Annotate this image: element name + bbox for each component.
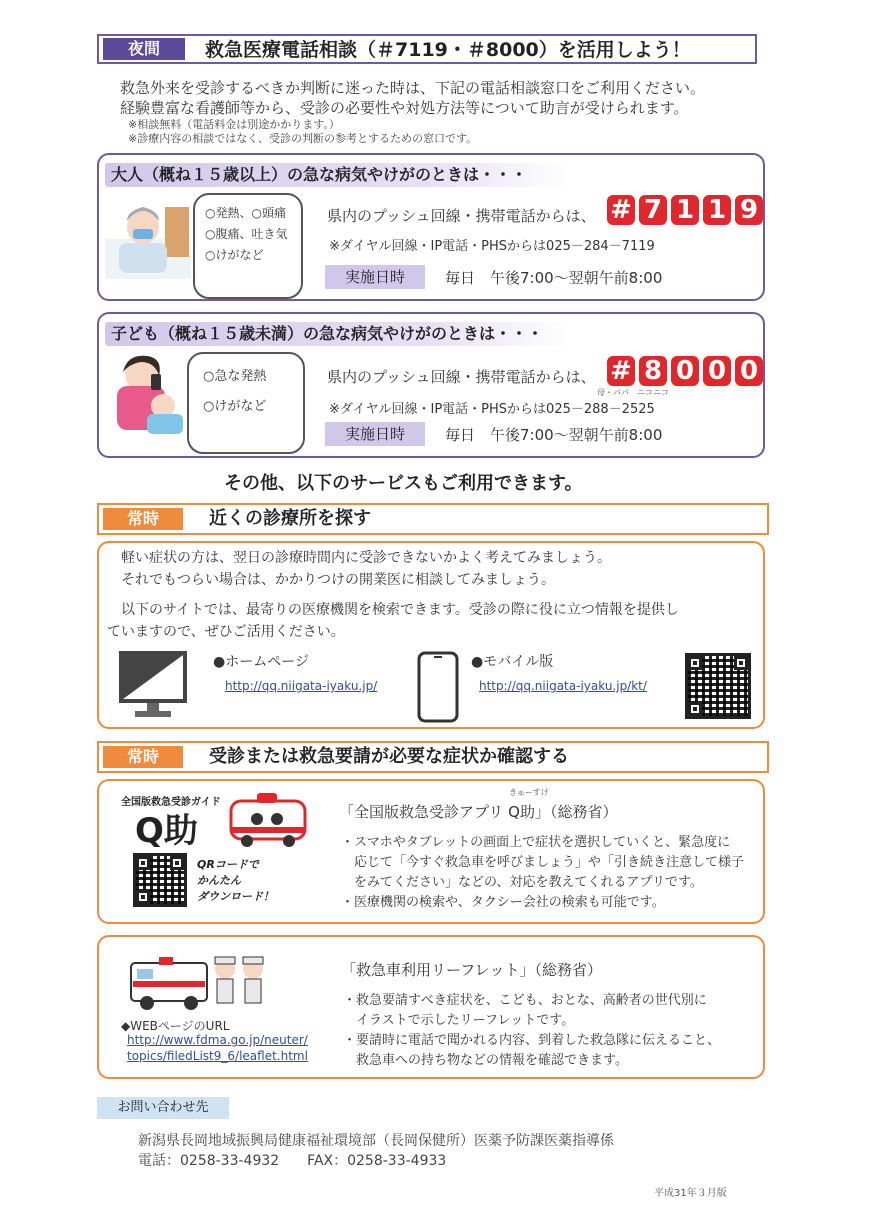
child-band: [105, 322, 571, 346]
adult-dial-note: ※ダイヤル回線・IP電話・PHSからは025－284－7119: [329, 239, 655, 254]
clinic-text: 以下のサイトでは、最寄りの医療機関を検索できます。受診の際に役に立つ情報を提供し: [121, 602, 679, 618]
ambulance-staff-illustration: [129, 951, 269, 1013]
adult-symptom: ○けがなど: [205, 248, 264, 262]
clinic-title: 近くの診療所を探す: [209, 508, 371, 529]
note-free: ※相談無料（電話料金は別途かかります。）: [128, 118, 340, 131]
adult-push-line: 県内のプッシュ回線・携帯電話からは、: [327, 207, 596, 225]
clinic-text: 軽い症状の方は、翌日の診療時間内に受診できないかよく考えてみましょう。: [121, 550, 611, 566]
adult-symptom-bubble: [193, 193, 303, 299]
clinic-tag: 常時: [103, 508, 183, 530]
adult-symptom: ○発熱、○頭痛: [205, 206, 286, 220]
child-push-line: 県内のプッシュ回線・携帯電話からは、: [327, 368, 596, 386]
qsuke-bullet: ・医療機関の検索や、タクシー会社の検索も可能です。: [341, 895, 665, 910]
number-char: 7: [639, 195, 667, 225]
leaflet-link[interactable]: topics/filedList9_6/leaflet.html: [127, 1049, 308, 1063]
qsuke-bullet: ・スマホやタブレットの画面上で症状を選択していくと、緊急度に: [341, 835, 731, 850]
qr-caption: [197, 857, 274, 905]
symptom-check-tag: 常時: [103, 746, 183, 768]
smartphone-icon: [417, 651, 459, 723]
number-7119: [607, 195, 763, 225]
number-char: 0: [735, 356, 763, 386]
guide-label: 全国版救急受診ガイド: [121, 797, 221, 808]
number-char: 1: [703, 195, 731, 225]
intro-line-2: 経験豊富な看護師等から、受診の必要性や対処方法等について助言が受けられます。: [120, 99, 689, 117]
adult-hours: 毎日 午後7:00～翌朝午前8:00: [445, 269, 663, 287]
adult-band: [105, 163, 571, 187]
qsuke-ruby: きゅーすけ: [509, 788, 549, 797]
number-char: 1: [671, 195, 699, 225]
contact-tag: お問い合わせ先: [97, 1097, 229, 1119]
leaflet-box: [97, 935, 765, 1079]
homepage-link[interactable]: http://qq.niigata-iyaku.jp/: [225, 679, 378, 693]
leaflet-bullet: 救急車への持ち物などの情報を確認できます。: [343, 1053, 628, 1068]
adult-band-text: 大人（概ね１５歳以上）の急な病気やけがのときは・・・: [111, 165, 528, 184]
number-char: 8: [639, 356, 667, 386]
adult-symptom: ○腹痛、吐き気: [205, 227, 288, 241]
contact-phone: 電話：0258-33-4932 FAX：0258-33-4933: [138, 1153, 447, 1169]
night-header: [97, 34, 757, 64]
qsuke-app-title: 「全国版救急受診アプリ Q助」（総務省）: [339, 803, 618, 821]
clinic-box: [97, 541, 765, 729]
edition-date: 平成31年３月版: [654, 1188, 727, 1199]
note-purpose: ※診療内容の相談ではなく、受診の判断の参考とするための窓口です。: [128, 132, 478, 145]
number-char: #: [607, 195, 635, 225]
child-symptom: ○けがなど: [203, 399, 267, 414]
night-tag: 夜間: [103, 38, 185, 60]
leaflet-title: 「救急車利用リーフレット」（総務省）: [341, 961, 603, 979]
child-hours-pill: 実施日時: [325, 422, 425, 446]
adult-hours-pill: 実施日時: [325, 265, 425, 289]
other-services-heading: その他、以下のサービスもご利用できます。: [224, 473, 583, 494]
symptom-check-header: [97, 741, 769, 773]
child-symptom-bubble: [187, 352, 305, 454]
intro-text: [120, 78, 705, 118]
qr-caption-line: ダウンロード！: [197, 890, 274, 903]
mobile-label: ●モバイル版: [471, 654, 554, 670]
qsuke-qr-code: [133, 853, 187, 907]
number-8000: [607, 356, 763, 386]
mobile-qr-code: [685, 653, 751, 719]
leaflet-bullet: イラストで示したリーフレットです。: [343, 1013, 575, 1028]
adult-box: [97, 153, 765, 301]
number-char: #: [607, 356, 635, 386]
parent-child-illustration: [107, 354, 187, 438]
sick-adult-illustration: [105, 199, 191, 279]
page-title: 救急医療電話相談（＃7119・＃8000）を活用しよう！: [205, 39, 691, 61]
leaflet-link[interactable]: http://www.fdma.go.jp/neuter/: [127, 1033, 308, 1047]
qsuke-bullet: をみてください」などの、対応を教えてくれるアプリです。: [341, 875, 703, 890]
intro-line-1: 救急外来を受診するべきか判断に迷った時は、下記の電話相談窓口をご利用ください。: [120, 79, 706, 97]
child-band-text: 子ども（概ね１５歳未満）の急な病気やけがのときは・・・: [111, 324, 544, 343]
web-url-label: ◆WEBページのURL: [121, 1019, 230, 1033]
qsuke-box: [97, 779, 765, 924]
child-box: [97, 312, 765, 458]
leaflet-bullet: ・要請時に電話で聞かれる内容、到着した救急隊に伝えること、: [343, 1033, 721, 1048]
ambulance-mascot-icon: [227, 791, 309, 849]
monitor-icon: [117, 649, 189, 721]
number-char: 0: [703, 356, 731, 386]
clinic-text: ていますので、ぜひご活用ください。: [107, 624, 345, 640]
qr-caption-line: かんたん: [197, 874, 241, 887]
child-symptom: ○急な発熱: [203, 369, 267, 384]
child-dial-note: ※ダイヤル回線・IP電話・PHSからは025－288－2525: [329, 402, 655, 417]
qsuke-logo: Q助: [135, 811, 198, 851]
homepage-label: ●ホームページ: [213, 654, 309, 670]
contact-org: 新潟県長岡地域振興局健康福祉環境部（長岡保健所）医薬予防課医薬指導係: [138, 1133, 614, 1149]
symptom-check-title: 受診または救急要請が必要な症状か確認する: [209, 746, 569, 767]
qr-caption-line: QRコードで: [197, 858, 259, 871]
clinic-text: それでもつらい場合は、かかりつけの開業医に相談してみましょう。: [121, 572, 555, 588]
number-char: 0: [671, 356, 699, 386]
child-hours: 毎日 午後7:00～翌朝午前8:00: [445, 426, 663, 444]
qsuke-bullet: 応じて「今すぐ救急車を呼びましょう」や「引き続き注意して様子: [341, 855, 745, 870]
clinic-header: [97, 503, 769, 535]
mobile-link[interactable]: http://qq.niigata-iyaku.jp/kt/: [479, 679, 647, 693]
number-ruby: 母・パパ ニコニコ: [597, 388, 669, 397]
leaflet-bullet: ・救急要請すべき症状を、こども、おとな、高齢者の世代別に: [343, 993, 707, 1008]
number-char: 9: [735, 195, 763, 225]
